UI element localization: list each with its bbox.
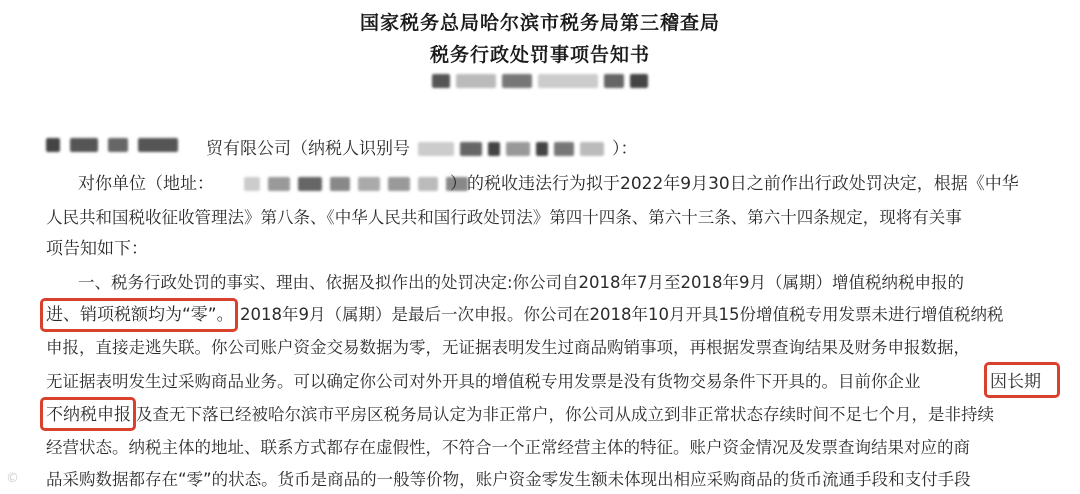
paragraph-line: 品采购数据都存在“零”的状态。货币是商品的一般等价物，账户资金零发生额未体现出相应采购商品的货币流通手段和支付手段 — [46, 470, 971, 489]
paragraph-line: 及查无下落已经被哈尔滨市平房区税务局认定为非正常户，你公司从成立到非正常状态存续时间不足七个月，是非持续 — [136, 405, 994, 424]
document-title: 国家税务总局哈尔滨市税务局第三稽查局 — [359, 12, 720, 34]
paragraph-line: 对你单位（地址： — [78, 174, 214, 194]
redacted-tax-id — [418, 142, 604, 156]
addressee-text: 贸有限公司（纳税人识别号 — [206, 139, 410, 159]
paragraph-line: 申报，直接走逃失联。你公司账户资金交易数据为零，无证据表明发生过商品购销事项，再根据发票查询结果及财务申报数据， — [46, 338, 970, 357]
paragraph-line: ）的税收违法行为拟于2022年9月30日之前作出行政处罚决定，根据《中华 — [450, 174, 1019, 194]
paragraph-line: 经营状态。纳税主体的地址、联系方式都存在虚假性，不符合一个正常经营主体的特征。账户资金情况及发票查询结果对应的商 — [46, 438, 970, 457]
paragraph-line: 一、税务行政处罚的事实、理由、依据及拟作出的处罚决定:你公司自2018年7月至2018年9月（属期）增值税纳税申报的 — [78, 273, 965, 292]
highlighted-phrase: 因长期 — [990, 372, 1041, 392]
highlight-box — [40, 397, 136, 431]
redacted-company-name — [46, 138, 178, 152]
paragraph-line: 2018年9月（属期）是最后一次申报。你公司在2018年10月开具15份增值税专用发票未进行增值税纳税 — [240, 305, 1004, 324]
redacted-address — [244, 177, 468, 191]
watermark-logo: © — [6, 471, 20, 486]
addressee-end: ）： — [612, 139, 638, 159]
highlighted-phrase: 进、销项税额均为“零”。 — [46, 305, 234, 325]
highlight-box — [40, 298, 238, 332]
highlighted-phrase: 不纳税申报 — [46, 405, 131, 425]
paragraph-line: 无证据表明发生过采购商品业务。可以确定你公司对外开具的增值税专用发票是没有货物交易条件下开具的。目前你企业 — [46, 372, 921, 391]
highlight-box — [984, 362, 1060, 398]
redacted-doc-number — [432, 74, 648, 88]
document-subtitle: 税务行政处罚事项告知书 — [429, 44, 650, 66]
paragraph-line: 人民共和国税收征收管理法》第八条、《中华人民共和国行政处罚法》第四十四条、第六十三条、第六十四条规定，现将有关事 — [46, 208, 962, 227]
paragraph-line: 项告知如下： — [46, 239, 148, 259]
